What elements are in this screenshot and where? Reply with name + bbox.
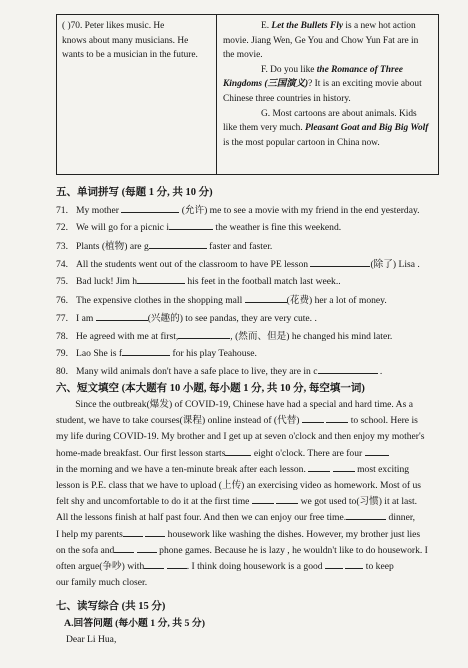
question-text: , (然而、但是) he changed his mind later. [230, 331, 393, 342]
answer-blank[interactable] [178, 329, 230, 339]
passage-line [56, 462, 440, 478]
answer-blank[interactable] [346, 510, 386, 520]
question-75 [56, 274, 341, 287]
passage-line [56, 527, 440, 543]
option-e [223, 19, 432, 63]
question-text: . [377, 366, 383, 377]
question-text: (花费) her a lot of money. [286, 295, 387, 306]
question-76 [56, 292, 387, 306]
answer-blank[interactable] [325, 559, 343, 569]
passage-line [56, 413, 440, 429]
answer-blank[interactable] [225, 446, 251, 456]
passage-text: housework like washing the dishes. However, my brother just lies [165, 528, 421, 540]
answer-blank[interactable] [149, 239, 207, 249]
answer-blank[interactable] [114, 543, 134, 553]
passage-text: our family much closer. [56, 577, 148, 589]
answer-blank[interactable] [310, 257, 370, 267]
question-text: Bad luck! Jim h [76, 276, 138, 287]
passage-text: on the sofa and [56, 544, 115, 556]
passage-text: eight o'clock. There are four [251, 447, 363, 459]
question-text: All the students went out of the classroom to have PE lesson [76, 259, 311, 270]
question-text: We will go for a picnic i [76, 222, 170, 233]
option-f-text: ? It is an exciting movie about Chinese three countries in history. [223, 79, 422, 104]
cloze-passage [56, 397, 440, 591]
question-number: 72. [56, 222, 68, 233]
passage-text: my life during COVID-19. My brother and I get up at seven o'clock and then enjoy my mother's [56, 431, 425, 443]
question-text: Plants (植物) are g [76, 241, 149, 252]
question-number: 75. [56, 276, 68, 287]
answer-blank[interactable] [122, 346, 170, 356]
answer-blank[interactable] [302, 413, 324, 423]
passage-text: most exciting [354, 463, 410, 475]
question-text: He agreed with me at first, [76, 331, 179, 342]
question-number: 73. [56, 241, 68, 252]
question-text: My mother [76, 205, 122, 216]
option-e-title: Let the Bullets Fly [271, 21, 344, 31]
option-f [223, 63, 432, 107]
passage-text: student, we have to take courses(课程) online instead of (代替) [56, 415, 302, 427]
passage-line [56, 575, 440, 591]
passage-text: in the morning and we have a ten-minute break after each lesson. [56, 463, 309, 475]
passage-text: Since the outbreak(爆发) of COVID-19, Chinese have had a special and hard time. As a [56, 399, 414, 410]
passage-text: lesson is P.E. class that we have to upload (上传) an exercising video as homework. Most of us [56, 480, 422, 492]
section-7-subtitle: A.回答问题 (每小题 1 分, 共 5 分) [64, 618, 205, 629]
answer-blank[interactable] [308, 462, 330, 472]
table-left-line: wants to be a musician in the future. [62, 50, 198, 61]
passage-line [56, 510, 440, 526]
option-g-prefix: G. Most cartoons are about animals. Kids like them very much. [223, 108, 417, 134]
question-number: 80. [56, 366, 68, 377]
passage-line [56, 494, 440, 510]
passage-text: All the lessons finish at half past four. And then we can enjoy our free time. [56, 512, 347, 524]
passage-text: phone games. Because he is lazy , he wouldn't like to do housework. I [156, 544, 428, 556]
option-g [223, 107, 432, 151]
question-74 [56, 256, 420, 270]
answer-blank[interactable] [318, 364, 378, 374]
passage-text: we got used to(习惯) it at last. [298, 496, 418, 508]
section-5-title: 五、单词拼写 (每题 1 分, 共 10 分) [56, 187, 213, 198]
passage-line [56, 543, 440, 559]
answer-blank[interactable] [245, 293, 287, 303]
passage-text: to school. Here is [348, 415, 418, 427]
option-f-prefix: F. Do you like [261, 64, 317, 75]
answer-blank[interactable] [333, 462, 355, 472]
question-71 [56, 202, 420, 216]
option-f-cn: (三国演义) [262, 79, 309, 90]
question-text: The expensive clothes in the shopping mall [76, 295, 245, 306]
section-7-title: 七、读写综合 (共 15 分) [56, 601, 166, 612]
passage-line [56, 559, 440, 575]
option-g-title: Pleasant Goat and Big Big Wolf [305, 123, 429, 134]
answer-blank[interactable] [96, 311, 148, 321]
passage-text: home-made breakfast. Our first lesson starts [56, 447, 226, 459]
passage-text: dinner, [386, 512, 416, 524]
question-80 [56, 364, 382, 377]
answer-blank[interactable] [167, 559, 187, 569]
answer-blank[interactable] [326, 413, 348, 423]
question-number: 78. [56, 331, 68, 342]
answer-blank[interactable] [144, 559, 164, 569]
passage-line [56, 429, 440, 445]
matching-table [56, 14, 439, 175]
question-73 [56, 238, 272, 252]
question-number: 77. [56, 313, 68, 324]
passage-line [56, 397, 440, 413]
answer-blank[interactable] [137, 274, 185, 284]
section-6-title: 六、短文填空 (本大题有 10 小题, 每小题 1 分, 共 10 分, 每空填一词) [56, 383, 365, 394]
question-number: 76. [56, 295, 68, 306]
passage-text: felt shy and uncomfortable to do it at the first time [56, 496, 252, 508]
passage-text: often argue(争吵) with [56, 561, 145, 573]
option-g-text: is the most popular cartoon in China now. [223, 137, 380, 148]
question-text: I am [76, 313, 96, 324]
answer-blank[interactable] [365, 446, 389, 456]
question-78 [56, 328, 392, 342]
passage-text: to keep [363, 561, 394, 573]
passage-line [56, 478, 440, 494]
answer-blank[interactable] [252, 494, 274, 504]
option-f-title: the Romance of Three Kingdoms [223, 64, 403, 90]
passage-text: . I think doing housework is a good [186, 561, 325, 573]
question-72 [56, 220, 341, 233]
answer-blank[interactable] [276, 494, 298, 504]
table-left-cell [57, 15, 217, 174]
table-left-line: ( )70. Peter likes music. He [62, 21, 165, 31]
question-number: 74. [56, 259, 68, 270]
question-text: the weather is fine this weekend. [213, 222, 342, 233]
answer-blank[interactable] [169, 220, 213, 230]
answer-blank[interactable] [145, 527, 165, 537]
table-right-cell [217, 15, 438, 174]
question-text: (兴趣的) to see pandas, they are very cute. . [147, 313, 317, 324]
passage-text: I help my parents [56, 528, 123, 540]
question-number: 79. [56, 348, 68, 359]
question-text: (除了) Lisa . [370, 259, 420, 270]
letter-greeting: Dear Li Hua, [66, 634, 117, 645]
option-e-text: is a new hot action movie. Jiang Wen, Ge You and Chow Yun Fat are in the movie. [223, 21, 419, 61]
table-left-line: knows about many musicians. He [62, 35, 189, 46]
option-e-prefix: E. [261, 21, 272, 31]
question-number: 71. [56, 205, 68, 216]
answer-blank[interactable] [137, 543, 157, 553]
question-text: Many wild animals don't have a safe place to live, they are in c [76, 366, 318, 377]
question-79 [56, 346, 257, 359]
question-77 [56, 310, 317, 324]
question-text: for his play Teahouse. [170, 348, 257, 359]
question-text: his feet in the football match last week.. [185, 276, 341, 287]
answer-blank[interactable] [123, 527, 143, 537]
question-text: Lao She is f [76, 348, 123, 359]
question-text: faster and faster. [206, 241, 273, 252]
passage-line [56, 446, 440, 462]
question-text: (允许) me to see a movie with my friend in the end yesterday. [179, 205, 420, 216]
answer-blank[interactable] [345, 559, 363, 569]
answer-blank[interactable] [121, 203, 179, 213]
